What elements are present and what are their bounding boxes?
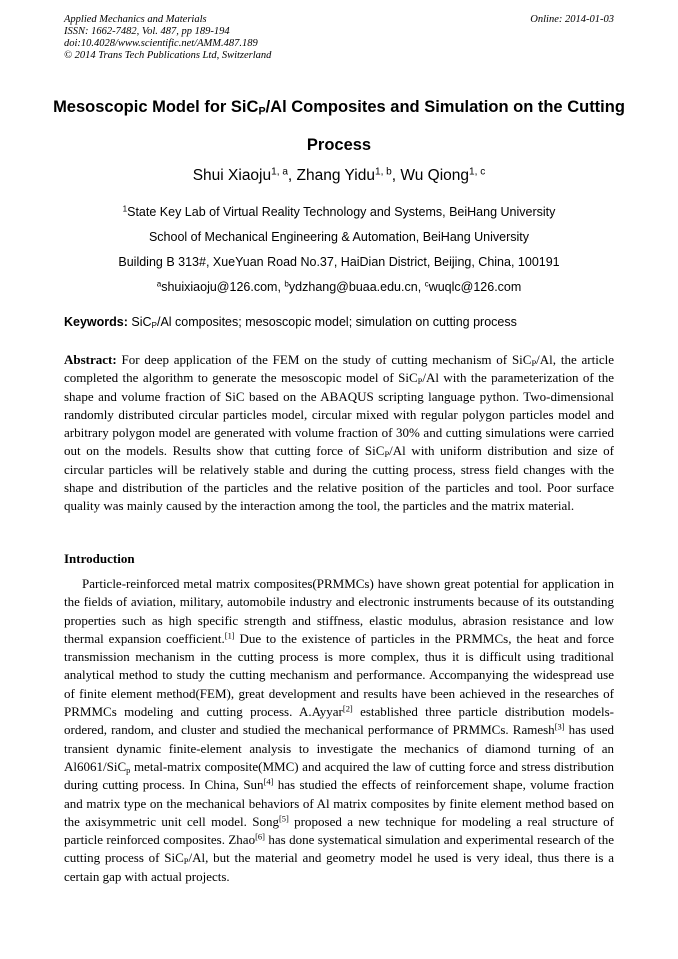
email-superscript: b — [284, 279, 289, 289]
journal-name: Applied Mechanics and Materials — [64, 14, 207, 25]
keywords-line — [64, 314, 614, 331]
citation-ref[interactable]: [1] — [224, 630, 235, 641]
title-subscript: P — [258, 105, 266, 118]
abstract-subscript: P — [417, 376, 423, 387]
intro-text: has done systematical simulation and experimental research of the cutting process of SiC — [64, 832, 614, 866]
introduction-paragraph — [64, 575, 614, 886]
intro-text: Due to the existence of particles in the PRMMCs, the heat and force transmission mechanism in the cutting process is more complex, thus it is difficult using traditional analytical method to study the cutting mechanism and performance. Accompanying the widespread use of finite element method(FEM), great development and results have been achieved in the researches of PRMMCs modeling and cutting process. A.Ayyar — [64, 630, 614, 720]
intro-text: established three particle distribution models-ordered, random, and cluster and studied the mechanical performance of PRMMCs. Ramesh — [64, 704, 614, 738]
citation-ref[interactable]: [3] — [554, 721, 565, 732]
affiliation-address: Building B 313#, XueYuan Road No.37, HaiDian District, Beijing, China, 100191 — [118, 255, 560, 269]
intro-text: Particle-reinforced metal matrix composites(PRMMCs) have shown great potential for application in the fields of aviation, military, automobile industry and electronic instruments because of its outstanding properties such as high specific strength and stiffness, elastic modulus, abrasion resistance and low thermal expansion coefficient. — [64, 576, 614, 646]
citation-ref[interactable]: [4] — [263, 776, 274, 787]
author-list: Shui Xiaoju$^{1, a}$, Zhang Yidu$^{1, b}$, Wu Qiong$^{1, c}$ — [192, 166, 486, 184]
author-superscript: 1, c — [469, 166, 486, 178]
paper-title — [40, 88, 638, 164]
abstract-text: /Al with the parameterization of the shape and volume fraction of SiC based on the ABAQUS scripting language python. Two-dimensional randomly distributed circular particles model, circular mixed with regular polygon particles model and arbitrary polygon model are generated with volume fraction of 30% and cutting simulations were carried out on the models. Results show that cutting force of SiC — [64, 370, 614, 459]
email-superscript: a — [156, 279, 162, 289]
abstract-text: /Al, the article completed the algorithm to generate the mesoscopic model of SiC — [64, 352, 615, 386]
affiliation-text: State Key Lab of Virtual Reality Technology and Systems, BeiHang University — [127, 205, 556, 219]
citation-ref[interactable]: [6] — [255, 831, 265, 842]
email-superscript: c — [424, 279, 429, 289]
issn-line: ISSN: 1662-7482, Vol. 487, pp 189-194 — [64, 26, 230, 37]
keywords-text: /Al composites; mesoscopic model; simulation on cutting process — [156, 315, 517, 329]
author-name: Wu Qiong — [400, 167, 470, 184]
affiliation-block — [40, 200, 638, 300]
intro-subscript: P — [183, 856, 189, 867]
email-line: $^a$shuixiaoju@126.com, $^b$ydzhang@buaa.edu.cn, $^c$wuqlc@126.com — [156, 279, 522, 294]
citation-ref[interactable]: [2] — [342, 703, 353, 714]
copyright-line: © 2014 Trans Tech Publications Ltd, Switzerland — [64, 50, 272, 61]
journal-header — [64, 14, 271, 62]
affiliation-line — [40, 200, 638, 225]
affiliation-superscript: 1 — [122, 204, 128, 214]
abstract-subscript: P — [384, 449, 390, 460]
intro-text: has studied the effects of reinforcement shape, volume fraction and matrix type on the mechanical behaviors of Al matrix composites by finite element method based on the axisymmetric unit cell model. Song — [64, 777, 614, 829]
abstract-paragraph — [64, 351, 614, 516]
keywords-subscript: P — [151, 321, 157, 331]
abstract-subscript: P — [531, 358, 537, 369]
doi-line: doi:10.4028/www.scientific.net/AMM.487.189 — [64, 38, 258, 49]
intro-text: proposed a new technique for modeling a real structure of particle reinforced composites. Zhao — [64, 813, 614, 848]
intro-text: has used transient dynamic finite-element analysis to investigate the mechanics of diamond turning of an Al6061/SiC — [64, 722, 614, 774]
email-address[interactable]: shuixiaoju@126.com — [161, 280, 278, 294]
section-heading-introduction: Introduction — [64, 551, 135, 566]
email-address[interactable]: wuqlc@126.com — [428, 280, 522, 294]
author-name: Zhang Yidu — [296, 167, 375, 184]
intro-subscript: p — [126, 765, 131, 776]
keywords-label: Keywords: — [64, 315, 128, 329]
citation-ref[interactable]: [5] — [278, 813, 289, 824]
online-date: Online: 2014-01-03 — [530, 14, 614, 25]
intro-text: /Al, but the material and geometry model he used is very ideal, thus there is a certain gap with actual projects. — [64, 850, 614, 884]
title-part-2: /Al Composites and Simulation on the Cutting Process — [265, 98, 625, 154]
intro-text: metal-matrix composite(MMC) and acquired the law of cutting force and stress distribution during cutting process. In China, Sun — [64, 758, 614, 793]
title-part-1: Mesoscopic Model for SiC — [53, 98, 259, 116]
email-address[interactable]: ydzhang@buaa.edu.cn — [288, 280, 418, 294]
author-superscript: 1, b — [374, 166, 392, 178]
abstract-text: /Al with uniform distribution and size of circular particles will be relatively stable and during the cutting process, stress field changes with the shape and distribution of the particles and the relative position of the particles and tool. Poor surface quality was mainly caused by the interaction among the tool, the particles and the matrix material. — [64, 443, 614, 514]
abstract-text: For deep application of the FEM on the study of cutting mechanism of SiC — [121, 352, 532, 367]
author-name: Shui Xiaoju — [192, 167, 272, 184]
abstract-label: Abstract: — [64, 352, 117, 367]
affiliation-line: School of Mechanical Engineering & Automation, BeiHang University — [148, 230, 530, 244]
author-superscript: 1, a — [271, 166, 288, 178]
keywords-text: SiC — [131, 315, 152, 329]
